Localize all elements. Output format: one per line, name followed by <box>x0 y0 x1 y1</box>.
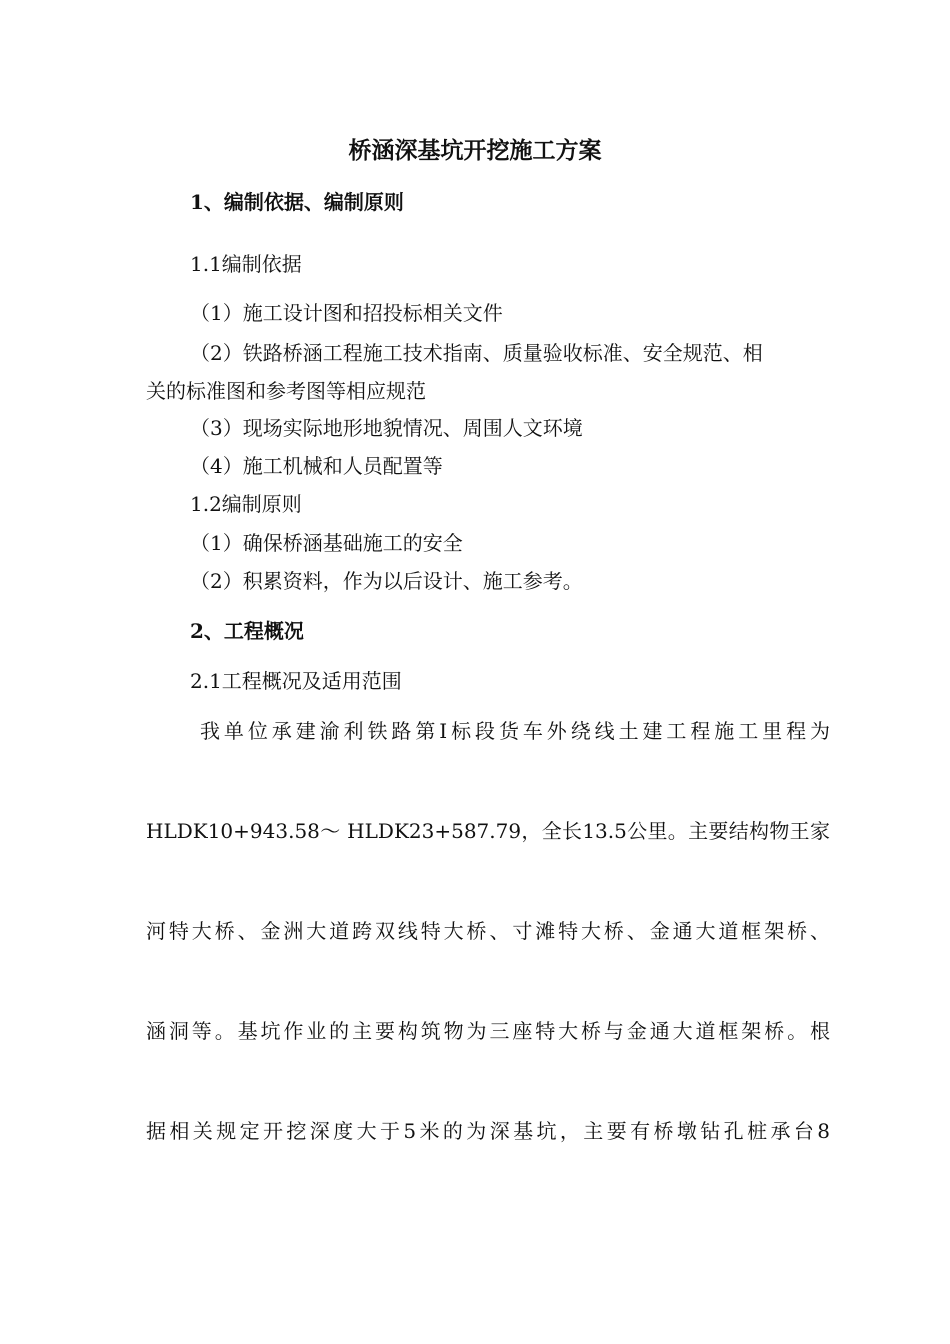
list-item: （1）确保桥涵基础施工的安全 <box>190 531 463 555</box>
list-item: （2）积累资料，作为以后设计、施工参考。 <box>190 569 583 593</box>
document-title: 桥涵深基坑开挖施工方案 <box>348 137 602 164</box>
section-2-heading: 2、工程概况 <box>190 619 304 643</box>
list-item: （2）铁路桥涵工程施工技术指南、质量验收标准、安全规范、相 <box>190 341 763 365</box>
paragraph-line: 我单位承建渝利铁路第Ⅰ标段货车外绕线土建工程施工里程为 <box>200 719 830 743</box>
paragraph-line: HLDK10+943.58～ HLDK23+587.79，全长13.5公里。主要结构物王家 <box>146 819 830 843</box>
list-item-continuation: 关的标准图和参考图等相应规范 <box>146 379 426 403</box>
paragraph-line: 据相关规定开挖深度大于5米的为深基坑，主要有桥墩钻孔桩承台8 <box>146 1119 830 1143</box>
section-1-heading: 1、编制依据、编制原则 <box>190 190 404 214</box>
section-1-2-heading: 1.2编制原则 <box>190 492 302 516</box>
list-item: （1）施工设计图和招投标相关文件 <box>190 301 503 325</box>
list-item: （4）施工机械和人员配置等 <box>190 454 443 478</box>
paragraph-line: 河特大桥、金洲大道跨双线特大桥、寸滩特大桥、金通大道框架桥、 <box>146 919 830 943</box>
paragraph-line: 涵洞等。基坑作业的主要构筑物为三座特大桥与金通大道框架桥。根 <box>146 1019 830 1043</box>
section-1-1-heading: 1.1编制依据 <box>190 252 302 276</box>
section-2-1-heading: 2.1工程概况及适用范围 <box>190 669 402 693</box>
list-item: （3）现场实际地形地貌情况、周围人文环境 <box>190 416 583 440</box>
